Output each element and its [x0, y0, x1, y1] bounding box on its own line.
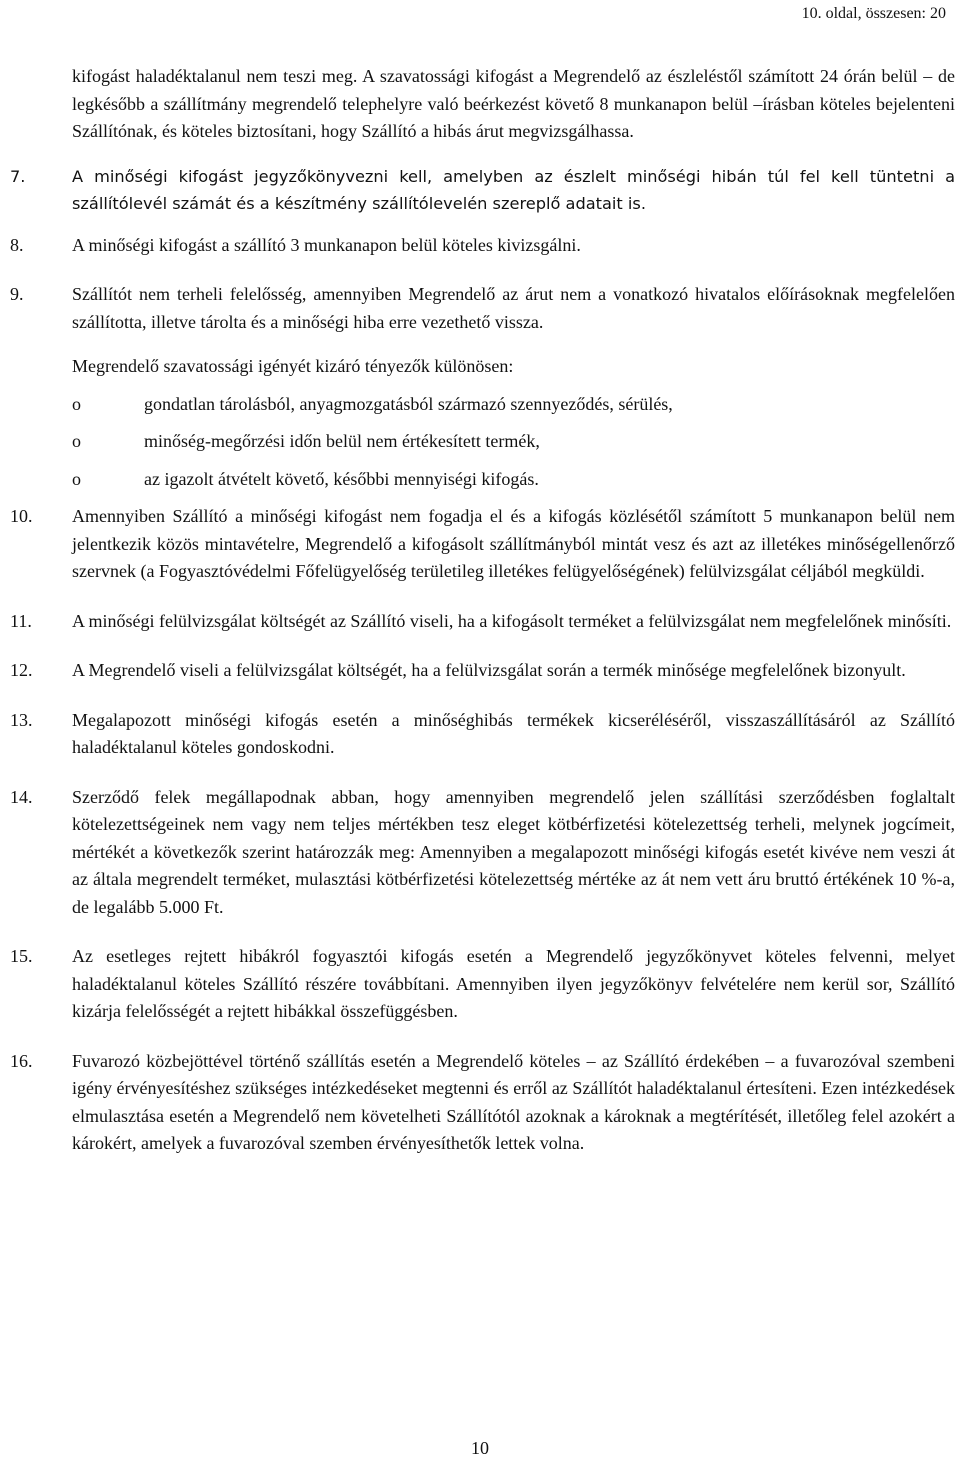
clause-text: A Megrendelő viseli a felülvizsgálat költségét, ha a felülvizsgálat során a termék minősége megfelelőnek bizonyult. — [72, 660, 906, 680]
clause-11 — [10, 608, 955, 636]
clause-10 — [10, 503, 955, 586]
clause-number: 10. — [10, 506, 33, 526]
list-item — [72, 466, 955, 494]
list-item — [72, 391, 955, 419]
clause-text: A minőségi kifogást a szállító 3 munkanapon belül köteles kivizsgálni. — [72, 234, 581, 255]
clause-number: 12. — [10, 660, 33, 680]
clause-text: Az esetleges rejtett hibákról fogyasztói kifogás esetén a Megrendelő jegyzőkönyvet köteles felvenni, melyet haladéktalanul köteles Szállító részére továbbítani. Amennyiben ilyen jegyzőkönyv felvételére nem kerül sor, Szállító kizárja felelősségét a rejtett hibákkal összefüggésben. — [72, 946, 955, 1021]
clause-number: 16. — [10, 1050, 33, 1071]
bullet-marker: o — [72, 393, 81, 414]
clause-text: Amennyiben Szállító a minőségi kifogást nem fogadja el és a kifogás közlésétől számított 5 munkanapon belül nem jelentkezik közös mintavételre, Megrendelő a kifogásolt szállítmányból mintát vesz és azt az illetékes minőségellenőrző szervnek (a Fogyasztóvédelmi Főfelügyelőség területileg illetékes felügyelőségének) felülvizsgálat céljából megküldi. — [72, 506, 955, 581]
clause-text: A minőségi felülvizsgálat költségét az Szállító viseli, ha a kifogásolt terméket a felülvizsgálat nem megfelelőnek minősíti. — [72, 610, 952, 631]
clause-15 — [10, 943, 955, 1026]
bullet-marker: o — [72, 468, 81, 489]
clause-number: 13. — [10, 709, 33, 730]
clause-number: 15. — [10, 946, 33, 966]
clause-number: 14. — [10, 786, 33, 807]
clause-text: Szerződő felek megállapodnak abban, hogy amennyiben megrendelő jelen szállítási szerződésben foglaltalt kötelezettségeinek nem vagy nem teljes mértékben tesz eleget kötbérfizetési kötelezettség terheli, melynek jogcímeit, mértékét a következők szerint határozzák meg: Amennyiben a megalapozott minőségi kifogás esetét kivéve nem veszi át az általa megrendelt terméket, mulasztási kötbérfizetési kötelezettség mértéke az át nem vett áru bruttó értékének 10 %-a, de legalább 5.000 Ft. — [72, 786, 955, 917]
list-item-text: minőség-megőrzési időn belül nem értékesített termék, — [144, 431, 540, 451]
clause-14 — [10, 784, 955, 922]
clause-text: Megalapozott minőségi kifogás esetén a minőséghibás termékek kicseréléséről, visszaszállításáról az Szállító haladéktalanul köteles gondoskodni. — [72, 709, 955, 757]
list-item-text: az igazolt átvételt követő, későbbi mennyiségi kifogás. — [144, 468, 539, 489]
clause-text: Szállítót nem terheli felelősség, amennyiben Megrendelő az árut nem a vonatkozó hivatalos előírásoknak megfelelően szállította, illetve tárolta és a minőségi hiba erre vezethető vissza. — [72, 284, 955, 332]
clause-text: Fuvarozó közbejöttével történő szállítás esetén a Megrendelő köteles – az Szállító érdekében – a fuvarozóval szembeni igény érvényesítéshez szükséges intézkedéseket megtenni és erről az Szállítót haladéktalanul értesíteni. Ezen intézkedések elmulasztása esetén a Megrendelő nem követelheti Szállítótól azoknak a károknak a megtérítését, illetőleg felel azokért a károkért, amelyek a fuvarozóval szemben érvényesíthetők lettek volna. — [72, 1050, 955, 1153]
bullet-marker: o — [72, 431, 81, 451]
clause-16 — [10, 1048, 955, 1158]
clause-text: A minőségi kifogást jegyzőkönyvezni kell, amelyben az észlelt minőségi hibán túl fel kell tüntetni a szállítólevél számát és a készítmény szállítólevelén szereplő adatait is. — [72, 166, 955, 213]
page-header: 10. oldal, összesen: 20 — [801, 5, 946, 22]
page-number: 10 — [471, 1438, 489, 1458]
document-body — [10, 63, 955, 1158]
clause-9 — [10, 281, 955, 336]
clause-number: 9. — [10, 284, 24, 304]
exclusions-list — [72, 391, 955, 494]
list-item-text: gondatlan tárolásból, anyagmozgatásból származó szennyeződés, sérülés, — [144, 393, 673, 414]
clause-12 — [10, 657, 955, 685]
clause-number: 8. — [10, 234, 24, 255]
exclusions-heading: Megrendelő szavatossági igényét kizáró tényezők különösen: — [72, 356, 514, 376]
list-item — [72, 428, 955, 456]
clause-13 — [10, 707, 955, 762]
clause-number: 7. — [10, 166, 26, 186]
clause-7 — [10, 163, 955, 218]
clause-number: 11. — [10, 610, 32, 631]
continuation-paragraph: kifogást haladéktalanul nem teszi meg. A szavatossági kifogást a Megrendelő az észleléstől számított 24 órán belül – de legkésőbb a szállítmány megrendelő telephelyre való beérkezést követő 8 munkanapon belül –írásban köteles bejelenteni Szállítónak, és köteles biztosítani, hogy Szállító a hibás árut megvizsgálhassa. — [72, 66, 955, 141]
clause-8 — [10, 232, 955, 260]
